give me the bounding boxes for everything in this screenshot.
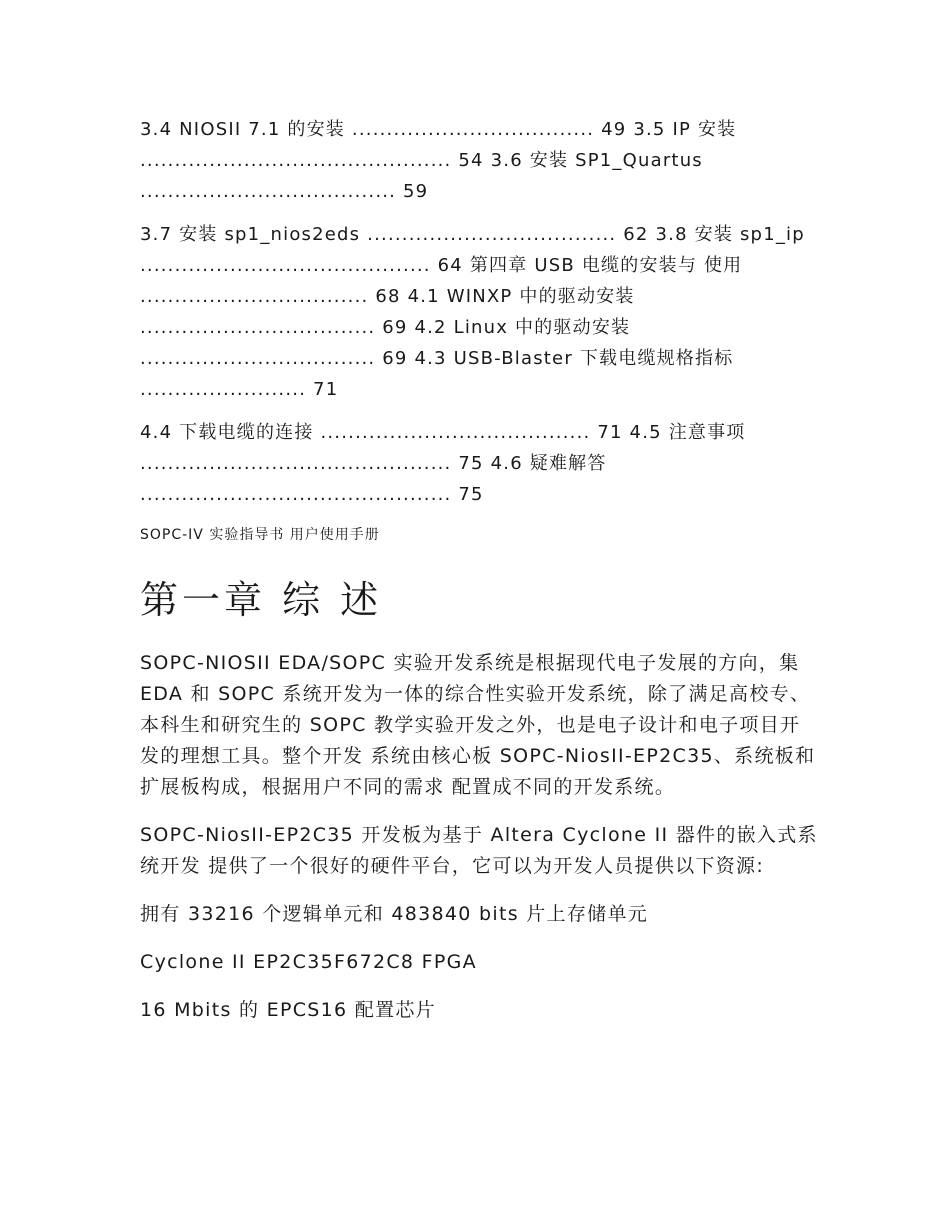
toc-line: 4.4 下载电缆的连接 ....................................... 71 4.5 注意事项	[140, 422, 746, 443]
toc-line: .................................. 69 4.3 USB-Blaster 下载电缆规格指标	[140, 348, 734, 369]
toc-line: 3.4 NIOSII 7.1 的安装 ................................... 49 3.5 IP 安装	[140, 119, 737, 140]
toc-line: 使用 ................................. 68 4.1 WINXP 中的驱动安装	[140, 255, 743, 307]
toc-line: 3.7 安装 sp1_nios2eds .................................... 62 3.8 安装	[140, 224, 734, 245]
running-title: SOPC-IV 实验指导书 用户使用手册	[140, 527, 380, 543]
toc-block-3	[140, 417, 820, 510]
toc-line: ............................................. 75 4.6 疑难解答	[140, 453, 607, 474]
toc-line: ............................................. 75	[140, 484, 484, 505]
body-paragraph: SOPC-NIOSII EDA/SOPC 实验开发系统是根据现代电子发展的方向，集 EDA 和 SOPC 系统开发为一体的综合性实验开发系统，除了满足高校专、本科生和研究生的 SOPC 教学实验开发之外，也是电子设计和电子项目开发的理想工具。整个开发 系统由核心板 SOPC-NiosII-EP2C35、系统板和扩展板构成，根据用户不同的需求 配置成不同的开发系统。	[140, 652, 816, 798]
toc-line: ............................................. 54 3.6 安装	[140, 150, 569, 171]
toc-line: .................................. 69 4.2 Linux 中的驱动安装	[140, 317, 631, 338]
toc-line: sp1_ip .......................................... 64 第四章 USB 电缆的安装与	[140, 224, 805, 276]
body-paragraph: SOPC-NiosII-EP2C35 开发板为基于 Altera Cyclone II 器件的嵌入式系统开发 提供了一个很好的硬件平台，它可以为开发人员提供以下资源:	[140, 824, 818, 877]
toc-block-1	[140, 114, 820, 207]
toc-line: SP1_Quartus ..................................... 59	[140, 150, 703, 202]
chapter-title: 第一章 综 述	[140, 578, 383, 622]
body-paragraph: 拥有 33216 个逻辑单元和 483840 bits 片上存储单元	[140, 903, 649, 925]
toc-line: ........................ 71	[140, 379, 339, 400]
toc-block-2	[140, 219, 820, 405]
document-page	[140, 114, 820, 1043]
body-paragraph: Cyclone II EP2C35F672C8 FPGA	[140, 951, 477, 973]
body-paragraph: 16 Mbits 的 EPCS16 配置芯片	[140, 999, 436, 1021]
